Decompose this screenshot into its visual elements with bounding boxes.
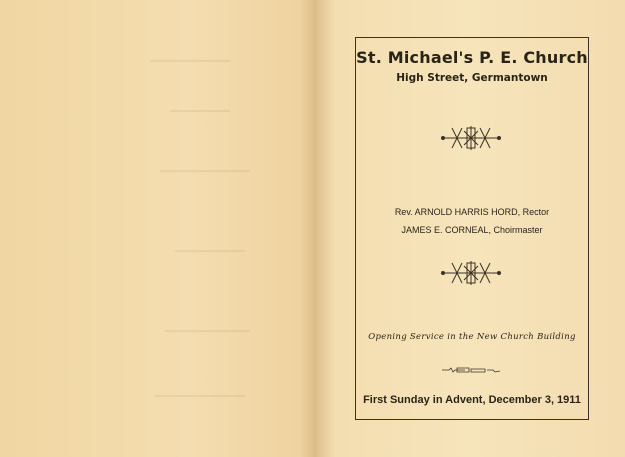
ornament-icon bbox=[440, 123, 502, 153]
service-date: First Sunday in Advent, December 3, 1911 bbox=[363, 394, 581, 406]
rector-name: Rev. ARNOLD HARRIS HORD, Rector bbox=[394, 207, 550, 217]
bleed-through-line bbox=[150, 60, 230, 62]
choirmaster-name: JAMES E. CORNEAL, Choirmaster bbox=[401, 225, 543, 235]
bleed-through-line bbox=[160, 170, 250, 172]
bleed-through-line bbox=[175, 250, 245, 252]
divider-flourish-icon bbox=[441, 367, 501, 374]
church-address: High Street, Germantown bbox=[396, 72, 548, 84]
bleed-through-line bbox=[165, 330, 250, 332]
occasion-text: Opening Service in the New Church Building bbox=[368, 332, 576, 342]
ornament-icon bbox=[440, 258, 502, 288]
church-title: St. Michael's P. E. Church bbox=[356, 48, 588, 67]
bleed-through-line bbox=[170, 110, 230, 112]
bleed-through-line bbox=[155, 395, 245, 397]
